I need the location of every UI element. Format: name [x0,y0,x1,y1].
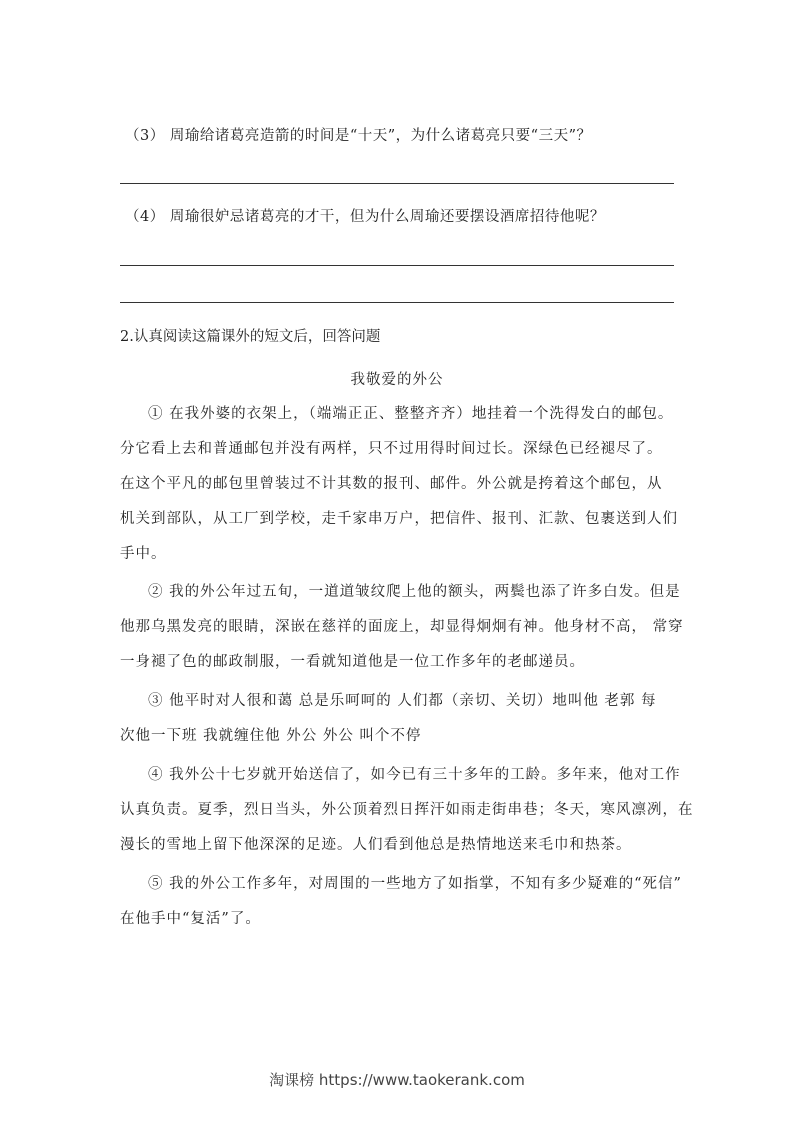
paragraph-line: 他那乌黑发亮的眼睛，深嵌在慈祥的面庞上，却显得炯炯有神。他身材不高， 常穿 [120,619,684,635]
answer-line-q4-1[interactable] [120,265,674,266]
question-4: （4） 周瑜很妒忌诸葛亮的才干，但为什么周瑜还要摆设酒席招待他呢？ [125,209,605,225]
paragraph-4 [120,758,694,863]
paragraph-line: ① 在我外婆的衣架上，（端端正正、整整齐齐）地挂着一个洗得发白的邮包。 [148,406,674,422]
paragraph-1 [120,397,680,572]
paragraph-line: 在他手中“复活”了。 [120,911,261,927]
paragraph-line: 认真负责。夏季，烈日当头，外公顶着烈日挥汗如雨走街串巷；冬天，寒风凛冽，在 [120,802,694,818]
answer-line-q4-2[interactable] [120,302,674,303]
paragraph-line: ③ 他平时对人很和蔼 总是乐呵呵的 人们都（亲切、关切）地叫他 老郭 每 [148,693,657,709]
paragraph-5 [120,867,680,937]
paragraph-line: 机关到部队，从工厂到学校，走千家串万户，把信件、报刊、汇款、包裹送到人们 [120,511,678,527]
section-title: 2.认真阅读这篇课外的短文后，回答问题 [120,329,381,345]
paragraph-2 [120,575,684,680]
paragraph-line: ④ 我外公十七岁就开始送信了，如今已有三十多年的工龄。多年来，他对工作 [148,767,681,783]
paragraph-line: 漫长的雪地上留下他深深的足迹。人们看到他总是热情地送来毛巾和热茶。 [120,837,632,853]
article-title: 我敬爱的外公 [350,372,444,388]
paragraph-3 [120,684,680,754]
paragraph-line: 分它看上去和普通邮包并没有两样，只不过用得时间过长。深绿色已经褪尽了。 [120,441,663,457]
question-3: （3） 周瑜给诸葛亮造箭的时间是“十天”，为什么诸葛亮只要“三天”？ [125,128,592,144]
paragraph-line: 一身褪了色的邮政制服，一看就知道他是一位工作多年的老邮递员。 [120,654,585,670]
paragraph-line: 手中。 [120,546,167,562]
paragraph-line: 在这个平凡的邮包里曾装过不计其数的报刊、邮件。外公就是挎着这个邮包，从 [120,476,663,492]
paragraph-line: ⑤ 我的外公工作多年，对周围的一些地方了如指掌，不知有多少疑难的“死信” [148,876,682,892]
paragraph-line: ② 我的外公年过五旬，一道道皱纹爬上他的额头，两鬓也添了许多白发。但是 [148,584,681,600]
footer-watermark: 淘课榜 https://www.taokerank.com [269,1071,525,1089]
answer-line-q3[interactable] [120,183,674,184]
paragraph-line: 次他一下班 我就缠住他 外公 外公 叫个不停 [120,728,422,744]
